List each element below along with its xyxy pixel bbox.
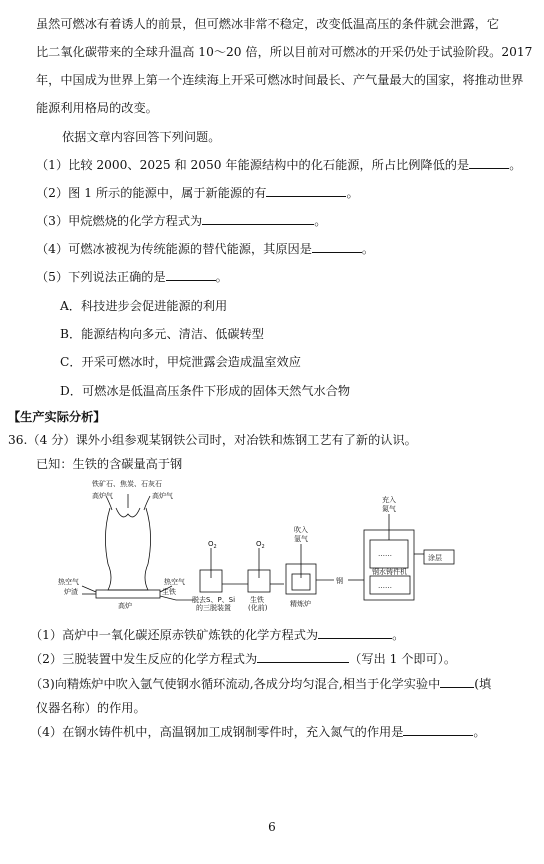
answer-blank[interactable] — [266, 185, 346, 197]
q35-option-d: D．可燃冰是低温高压条件下形成的固体天然气水合物 — [60, 384, 351, 398]
q36-item-3-cont — [36, 700, 146, 716]
answer-blank[interactable] — [440, 676, 474, 688]
q36-stem: 36.（4 分）课外小组参观某钢铁公司时，对冶铁和炼钢工艺有了新的认识。 — [8, 433, 417, 447]
answer-blank[interactable] — [257, 651, 349, 663]
intro-line-3: 年，中国成为世界上第一个连续海上开采可燃冰时间最长、产气量最大的国家，将推动世界 — [36, 73, 524, 87]
q36-item-4 — [30, 724, 486, 740]
steelmaking-process-diagram — [52, 474, 502, 616]
section-heading: 【生产实际分析】 — [8, 410, 106, 424]
intro-line-2: 比二氧化碳带来的全球升温高 10～20 倍，所以目前对可燃冰的开采仍处于试验阶段。2017 — [36, 45, 533, 59]
q36-known: 已知：生铁的含碳量高于钢 — [36, 457, 183, 471]
q36-item-4-after: 。 — [473, 725, 486, 739]
q35-item-2 — [36, 185, 359, 201]
blast-furnace-shape — [105, 508, 150, 590]
q35-item-5-text: （5）下列说法正确的是 — [36, 270, 166, 284]
q35-item-2-text: （2）图 1 所示的能源中，属于新能源的有 — [36, 186, 267, 200]
q35-item-3 — [36, 213, 326, 229]
steel-label: 钢 — [336, 577, 343, 585]
q36-item-3-cont-text: 仪器名称）的作用。 — [36, 701, 146, 715]
q35-item-4 — [36, 241, 374, 257]
q35-item-1-text: （1）比较 2000、2025 和 2050 年能源结构中的化石能源，所占比例降低的是 — [36, 158, 470, 172]
q35-option-b: B．能源结构向多元、清洁、低碳转型 — [60, 327, 264, 341]
q36-item-1-after: 。 — [392, 628, 405, 642]
answer-blank[interactable] — [403, 724, 473, 736]
raw-materials-label: 铁矿石、焦炭、石灰石 — [92, 480, 162, 488]
q36-item-3 — [30, 676, 491, 692]
slag-label: 炉渣 — [64, 588, 78, 596]
desulf-device-label-1: 脱去S、P、Si — [192, 596, 236, 604]
furnace-base — [96, 590, 160, 598]
furnace-gas-right-label: 高炉气 — [152, 492, 173, 500]
q36-item-4-text: （4）在钢水铸件机中，高温钢加工成钢制零件时，充入氮气的作用是 — [30, 725, 404, 739]
q35-item-4-text: （4）可燃冰被视为传统能源的替代能源，其原因是 — [36, 242, 312, 256]
q36-item-3-after: (填 — [474, 677, 492, 691]
answer-blank[interactable] — [318, 627, 392, 639]
caster-dots: …… — [378, 582, 392, 590]
instruction: 依据文章内容回答下列问题。 — [62, 130, 221, 144]
furnace-top — [116, 508, 140, 517]
q35-item-1 — [36, 157, 521, 173]
q36-item-2-after: （写出 1 个即可）。 — [349, 652, 457, 666]
blow-argon-label-1: 吹入 — [294, 526, 308, 534]
pig-iron-label: 生铁 — [162, 588, 176, 596]
page-number: 6 — [268, 820, 276, 834]
coating-label: 涂层 — [428, 554, 442, 562]
desulf-device-label-2: 的三脱装置 — [196, 604, 231, 612]
q36-item-1-text: （1）高炉中一氧化碳还原赤铁矿炼铁的化学方程式为 — [30, 628, 319, 642]
q35-item-5-after: 。 — [215, 270, 228, 284]
q35-item-4-after: 。 — [361, 242, 375, 256]
intro-line-1: 虽然可燃冰有着诱人的前景，但可燃冰非常不稳定，改变低温高压的条件就会泄露，它 — [36, 17, 500, 31]
oxygen-label-b: $O_2$ — [256, 540, 265, 550]
q36-item-3-text: （3)向精炼炉中吹入氩气使钢水循环流动,各成分均匀混合,相当于化学实验中 — [30, 677, 441, 691]
caster-dots-top: …… — [378, 550, 392, 558]
q35-option-c: C．开采可燃冰时，甲烷泄露会造成温室效应 — [60, 355, 301, 369]
oxygen-label-a: $O_2$ — [208, 540, 217, 550]
answer-blank[interactable] — [202, 213, 314, 225]
q36-item-2 — [30, 651, 456, 667]
answer-blank[interactable] — [469, 157, 509, 169]
blow-argon-label-2: 氩气 — [294, 535, 308, 543]
answer-blank[interactable] — [166, 269, 216, 281]
pig-iron-molten-label-2: (化前) — [248, 604, 268, 612]
q35-item-5 — [36, 269, 228, 285]
intro-line-4: 能源利用格局的改变。 — [36, 101, 158, 115]
furnace-gas-left-label: 高炉气 — [92, 492, 113, 500]
q35-item-1-after: 。 — [509, 158, 522, 172]
hot-air-right-label: 热空气 — [164, 578, 185, 586]
q35-item-2-after: 。 — [346, 186, 359, 200]
pig-iron-molten-label: 生铁 — [250, 596, 264, 604]
blast-furnace-label: 高炉 — [118, 602, 132, 610]
nitrogen-in-label-1: 充入 — [382, 496, 396, 504]
hot-air-left-label: 热空气 — [58, 578, 79, 586]
q35-item-3-text: （3）甲烷燃烧的化学方程式为 — [36, 214, 203, 228]
caster-label: 钢水铸件机 — [372, 568, 407, 576]
nitrogen-in-label-2: 氮气 — [382, 505, 396, 513]
answer-blank[interactable] — [312, 241, 362, 253]
q36-item-1 — [30, 627, 404, 643]
q36-item-2-text: （2）三脱装置中发生反应的化学方程式为 — [30, 652, 258, 666]
q35-option-a: A．科技进步会促进能源的利用 — [60, 299, 228, 313]
q35-item-3-after: 。 — [314, 214, 327, 228]
refining-furnace-label: 精炼炉 — [290, 600, 311, 608]
